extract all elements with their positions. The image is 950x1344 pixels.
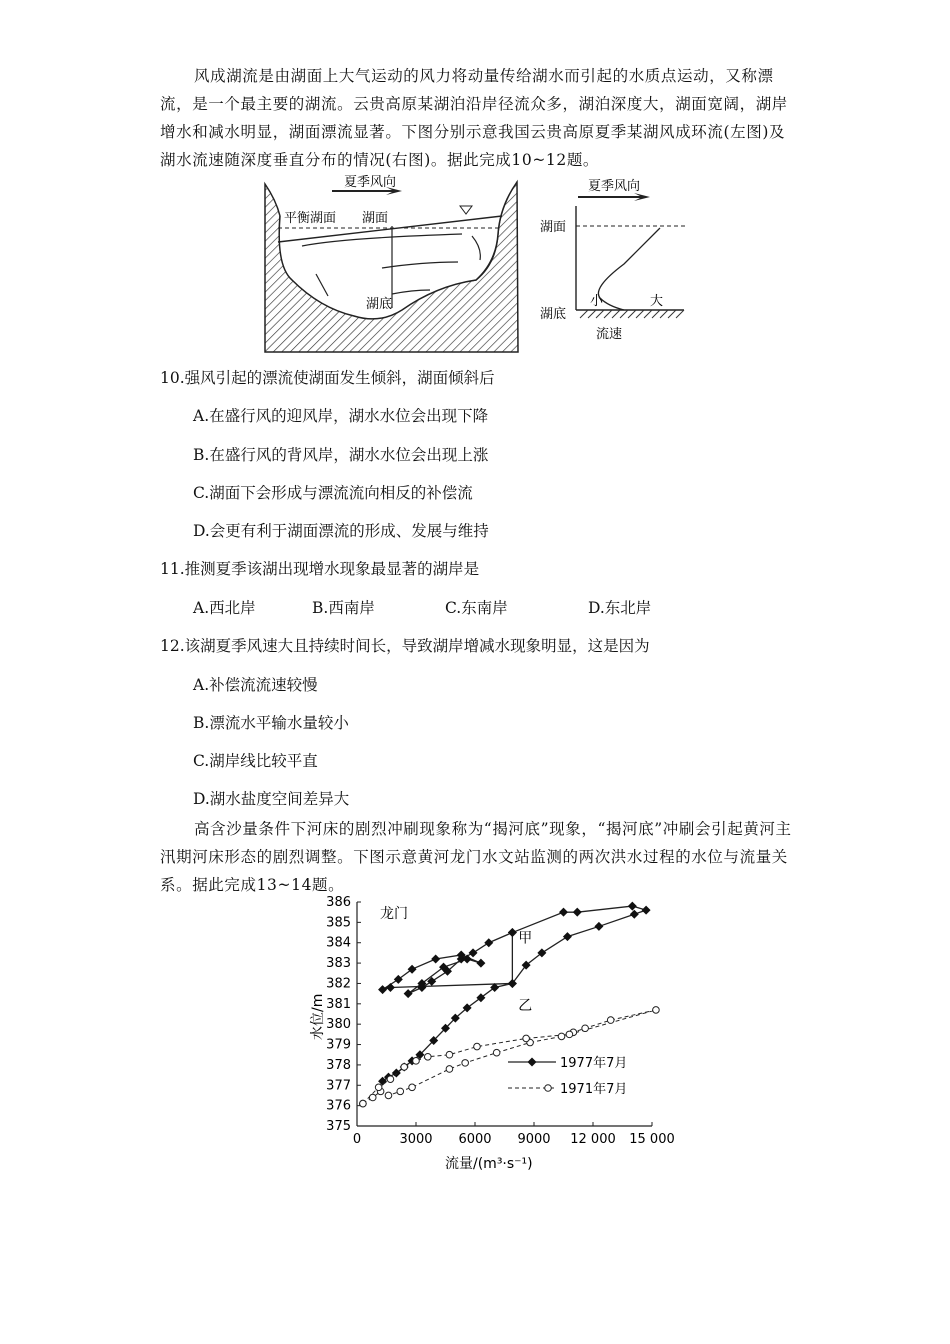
small-label: 小 <box>590 294 604 309</box>
data-point-1971 <box>558 1033 565 1040</box>
data-point-1977 <box>559 908 568 917</box>
q10-option-c[interactable]: C.湖面下会形成与漂流流向相反的补偿流 <box>193 484 473 502</box>
data-point-1977 <box>394 975 403 984</box>
x-axis-label: 流量/(m³·s⁻¹) <box>445 1156 533 1172</box>
q12-option-b[interactable]: B.漂流水平输水量较小 <box>193 714 349 732</box>
legend-label-1971: 1971年7月 <box>560 1082 628 1097</box>
data-point-1971 <box>387 1076 394 1083</box>
velocity-profile-figure <box>538 176 688 344</box>
data-point-1977 <box>469 948 478 957</box>
q10-option-a[interactable]: A.在盛行风的迎风岸，湖水水位会出现下降 <box>193 407 489 425</box>
y-tick-label: 381 <box>326 996 351 1012</box>
data-point-1971 <box>369 1094 376 1101</box>
data-point-1977 <box>431 955 440 964</box>
data-point-1977 <box>642 906 651 915</box>
x-tick-label: 0 <box>352 1132 362 1147</box>
y-tick-label: 383 <box>326 956 351 972</box>
surface-label: 湖面 <box>362 211 389 226</box>
data-point-1977 <box>476 993 485 1002</box>
large-label: 大 <box>650 294 664 309</box>
annotation-jia: 甲 <box>518 930 533 947</box>
y-tick-label: 385 <box>326 915 351 931</box>
y-tick-label: 376 <box>326 1098 351 1114</box>
data-point-1971 <box>413 1058 420 1065</box>
data-point-1977 <box>594 922 603 931</box>
y-tick-label: 379 <box>326 1037 351 1053</box>
data-point-1971 <box>409 1084 416 1091</box>
q10-option-b[interactable]: B.在盛行风的背风岸，湖水水位会出现上涨 <box>193 446 489 464</box>
data-point-1977 <box>484 938 493 947</box>
data-point-1971 <box>653 1007 660 1014</box>
data-point-1977 <box>630 910 639 919</box>
q12-option-c[interactable]: C.湖岸线比较平直 <box>193 752 318 770</box>
chart-title: 龙门 <box>380 906 408 922</box>
x-tick-label: 12 000 <box>570 1132 616 1147</box>
wind-label-2: 夏季风向 <box>588 179 641 194</box>
data-point-1971 <box>474 1043 481 1050</box>
legend-marker-1971 <box>545 1085 552 1092</box>
passage-1: 风成湖流是由湖面上大气运动的风力将动量传给湖水而引起的水质点运动，又称漂流，是一个最主要的湖流。云贵高原某湖泊沿岸径流众多，湖泊深度大，湖面宽阔，湖岸增水和减水明显，湖面漂流显著。下图分别示意我国云贵高原夏季某湖风成环流(左图)及湖水流速随深度垂直分布的情况(右图)。据此完成10~12题。 <box>160 67 788 169</box>
data-point-1977 <box>408 965 417 974</box>
y-tick-label: 384 <box>326 935 351 951</box>
data-point-1971 <box>397 1088 404 1095</box>
data-point-1971 <box>446 1066 453 1073</box>
data-point-1971 <box>493 1049 500 1056</box>
y-tick-label: 377 <box>326 1078 351 1094</box>
data-point-1971 <box>425 1053 432 1060</box>
q12-option-a[interactable]: A.补偿流流速较慢 <box>193 676 318 694</box>
data-point-1971 <box>385 1092 392 1099</box>
data-point-1971 <box>566 1031 573 1038</box>
data-point-1971 <box>582 1025 589 1032</box>
annotation-yi: 乙 <box>518 997 533 1014</box>
data-point-1971 <box>446 1051 453 1058</box>
data-point-1977 <box>386 983 395 992</box>
q12-stem: 12.该湖夏季风速大且持续时间长，导致湖岸增减水现象明显，这是因为 <box>160 637 650 655</box>
x-tick-label: 15 000 <box>629 1132 675 1147</box>
q10-stem: 10.强风引起的漂流使湖面发生倾斜，湖面倾斜后 <box>160 369 495 387</box>
data-point-1971 <box>523 1035 530 1042</box>
data-point-1977 <box>404 989 413 998</box>
stage-discharge-chart <box>300 890 675 1180</box>
y-tick-label: 382 <box>326 976 351 992</box>
data-point-1977 <box>378 985 387 994</box>
legend <box>508 1055 627 1097</box>
lake-circulation-figure <box>262 176 524 354</box>
data-point-1971 <box>375 1084 382 1091</box>
q11-option-a[interactable]: A.西北岸 <box>193 599 256 617</box>
wind-arrow-2 <box>578 193 650 201</box>
balance-label: 平衡湖面 <box>284 211 337 226</box>
q12-option-d[interactable]: D.湖水盐度空间差异大 <box>193 790 350 808</box>
q10-option-d[interactable]: D.会更有利于湖面漂流的形成、发展与维持 <box>193 522 489 540</box>
data-point-1977 <box>573 908 582 917</box>
data-point-1977 <box>476 959 485 968</box>
data-point-1977 <box>563 932 572 941</box>
y-tick-label: 386 <box>326 895 351 910</box>
x-tick-label: 6000 <box>458 1132 492 1147</box>
data-point-1977 <box>508 928 517 937</box>
legend-marker-1977 <box>528 1058 537 1067</box>
q11-option-c[interactable]: C.东南岸 <box>445 599 508 617</box>
x-tick-label: 3000 <box>399 1132 433 1147</box>
y-tick-label: 375 <box>326 1119 351 1134</box>
surface-label-2: 湖面 <box>540 220 567 235</box>
data-point-1971 <box>462 1060 469 1067</box>
y-axis-label: 水位/m <box>310 993 326 1040</box>
y-tick-label: 380 <box>326 1017 351 1033</box>
speed-label: 流速 <box>596 327 623 342</box>
passage-2: 高含沙量条件下河床的剧烈冲刷现象称为“揭河底”现象，“揭河底”冲刷会引起黄河主汛期河床形态的剧烈调整。下图示意黄河龙门水文站监测的两次洪水过程的水位与流量关系。据此完成13~14题。 <box>160 820 792 894</box>
data-point-1971 <box>401 1064 408 1071</box>
q11-stem: 11.推测夏季该湖出现增水现象最显著的湖岸是 <box>160 560 480 578</box>
legend-label-1977: 1977年7月 <box>560 1056 628 1071</box>
data-point-1971 <box>607 1017 614 1024</box>
bottom-label: 湖底 <box>366 297 393 312</box>
y-tick-label: 378 <box>326 1057 351 1073</box>
data-point-1971 <box>360 1100 367 1107</box>
data-point-1977 <box>628 902 637 911</box>
q11-option-b[interactable]: B.西南岸 <box>312 599 375 617</box>
x-tick-label: 9000 <box>517 1132 551 1147</box>
q11-option-d[interactable]: D.东北岸 <box>588 599 652 617</box>
wind-label: 夏季风向 <box>344 175 397 190</box>
bottom-label-2: 湖底 <box>540 307 567 322</box>
